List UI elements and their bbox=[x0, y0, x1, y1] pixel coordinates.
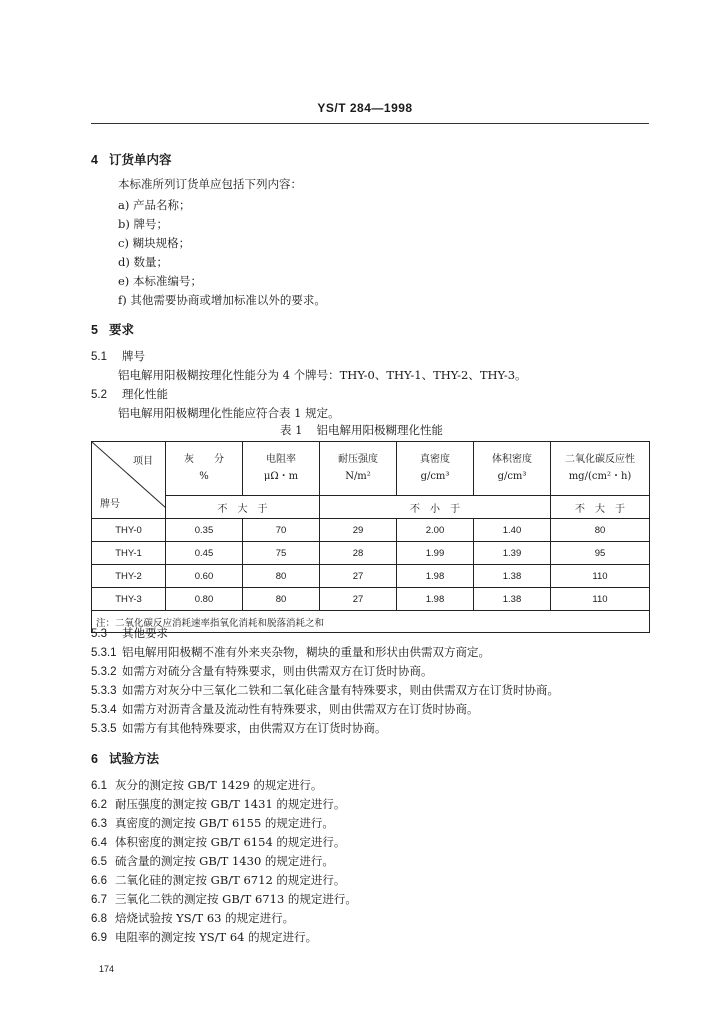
table-cell: 2.00 bbox=[397, 519, 474, 542]
order-item-b: b) 牌号； bbox=[118, 217, 169, 231]
section-5-title: 要求 bbox=[109, 322, 135, 337]
section-4-title: 订货单内容 bbox=[109, 152, 172, 167]
table-cell: 75 bbox=[243, 542, 320, 565]
table-header-row bbox=[92, 442, 650, 496]
section-5-number: 5 bbox=[91, 323, 98, 337]
clause-6-1 bbox=[91, 777, 322, 793]
order-item-c: c) 糊块规格； bbox=[118, 236, 191, 250]
table-cell: 1.39 bbox=[474, 542, 551, 565]
grade-cell: THY-0 bbox=[92, 519, 166, 542]
table-cell: 110 bbox=[551, 588, 650, 611]
table-cell: 80 bbox=[551, 519, 650, 542]
clause-number: 5.3.5 bbox=[91, 723, 117, 735]
unit-label: μΩ・m bbox=[263, 471, 299, 482]
document-code-header: YS/T 284—1998 bbox=[317, 101, 413, 115]
clause-6-8 bbox=[91, 910, 294, 926]
clause-text: 如需方对沥青含量及流动性有特殊要求，则由供需双方在订货时协商。 bbox=[122, 702, 479, 716]
clause-text: 真密度的测定按 GB/T 6155 的规定进行。 bbox=[115, 816, 334, 830]
table-cell: 1.98 bbox=[397, 588, 474, 611]
clause-text: 如需方对硫分含量有特殊要求，则由供需双方在订货时协商。 bbox=[122, 664, 433, 678]
clause-text: 电阻率的测定按 YS/T 64 的规定进行。 bbox=[115, 930, 318, 944]
clause-title: 理化性能 bbox=[122, 387, 168, 401]
table-1-caption bbox=[280, 422, 443, 438]
clause-text: 如需方对灰分中三氧化二铁和二氧化硅含量有特殊要求，则由供需双方在订货时协商。 bbox=[122, 683, 559, 697]
clause-number: 6.5 bbox=[91, 856, 107, 868]
clause-5-1-text: 铝电解用阳极糊按理化性能分为 4 个牌号：THY-0、THY-1、THY-2、THY-3。 bbox=[118, 368, 527, 382]
clause-6-3 bbox=[91, 815, 334, 831]
column-header-co2-reactivity: 二氧化碳反应性 mg/(cm²・h) bbox=[551, 442, 650, 496]
clause-text: 体积密度的测定按 GB/T 6154 的规定进行。 bbox=[115, 835, 346, 849]
table-row bbox=[92, 588, 650, 611]
table-1-title: 铝电解用阳极糊理化性能 bbox=[316, 423, 443, 437]
section-6-title: 试验方法 bbox=[109, 751, 160, 766]
order-item-a: a) 产品名称； bbox=[118, 198, 191, 212]
clause-number: 6.4 bbox=[91, 837, 107, 849]
table-1-label: 表 1 bbox=[280, 423, 303, 437]
clause-number: 6.9 bbox=[91, 932, 107, 944]
column-header-resistivity: 电阻率 μΩ・m bbox=[243, 442, 320, 496]
clause-5-3-5 bbox=[91, 720, 387, 736]
clause-6-6 bbox=[91, 872, 345, 888]
limit-min: 不 小 于 bbox=[320, 496, 551, 519]
order-item-f: f) 其他需要协商或增加标准以外的要求。 bbox=[118, 293, 326, 307]
unit-label: % bbox=[199, 471, 209, 482]
column-header-compressive-strength: 耐压强度 N/m² bbox=[320, 442, 397, 496]
clause-number: 6.1 bbox=[91, 780, 107, 792]
clause-5-3-heading bbox=[91, 625, 168, 641]
table-cell: 0.35 bbox=[166, 519, 243, 542]
clause-number: 5.3.4 bbox=[91, 704, 117, 716]
table-row bbox=[92, 565, 650, 588]
table-cell: 27 bbox=[320, 565, 397, 588]
table-cell: 1.98 bbox=[397, 565, 474, 588]
grade-cell: THY-3 bbox=[92, 588, 166, 611]
clause-5-2-heading bbox=[91, 386, 168, 402]
table-cell: 28 bbox=[320, 542, 397, 565]
table-row bbox=[92, 519, 650, 542]
order-item-d: d) 数量； bbox=[118, 255, 169, 269]
table-cell: 1.38 bbox=[474, 565, 551, 588]
clause-number: 5.3 bbox=[91, 628, 107, 640]
clause-number: 5.3.1 bbox=[91, 647, 117, 659]
diag-label-item: 项目 bbox=[133, 456, 153, 467]
table-cell: 110 bbox=[551, 565, 650, 588]
table-cell: 1.99 bbox=[397, 542, 474, 565]
clause-title: 牌号 bbox=[122, 349, 145, 363]
section-4-heading bbox=[91, 150, 172, 168]
clause-6-5 bbox=[91, 853, 334, 869]
table-cell: 70 bbox=[243, 519, 320, 542]
table-cell: 95 bbox=[551, 542, 650, 565]
table-row bbox=[92, 542, 650, 565]
limit-max-1: 不 大 于 bbox=[166, 496, 320, 519]
table-cell: 27 bbox=[320, 588, 397, 611]
clause-6-7 bbox=[91, 891, 357, 907]
clause-title: 其他要求 bbox=[122, 626, 168, 640]
clause-5-3-2 bbox=[91, 663, 433, 679]
clause-6-9 bbox=[91, 929, 317, 945]
clause-5-3-3 bbox=[91, 682, 559, 698]
clause-number: 6.8 bbox=[91, 913, 107, 925]
table-note-row bbox=[92, 611, 650, 633]
clause-text: 灰分的测定按 GB/T 1429 的规定进行。 bbox=[115, 778, 323, 792]
limit-max-2: 不 大 于 bbox=[551, 496, 650, 519]
table-cell: 80 bbox=[243, 588, 320, 611]
table-cell: 1.38 bbox=[474, 588, 551, 611]
header-divider bbox=[91, 123, 649, 124]
table-cell: 0.80 bbox=[166, 588, 243, 611]
unit-label: g/cm³ bbox=[497, 471, 527, 482]
column-header-bulk-density: 体积密度 g/cm³ bbox=[474, 442, 551, 496]
table-cell: 0.60 bbox=[166, 565, 243, 588]
table-note: 注：二氧化碳反应消耗速率指氧化消耗和脱落消耗之和 bbox=[92, 611, 650, 633]
clause-number: 5.3.3 bbox=[91, 685, 117, 697]
clause-6-4 bbox=[91, 834, 345, 850]
section-5-heading bbox=[91, 320, 134, 338]
limit-row bbox=[92, 496, 650, 519]
unit-label: N/m² bbox=[345, 471, 371, 482]
table-cell: 29 bbox=[320, 519, 397, 542]
table-cell: 80 bbox=[243, 565, 320, 588]
clause-text: 焙烧试验按 YS/T 63 的规定进行。 bbox=[115, 911, 295, 925]
clause-5-2-text: 铝电解用阳极糊理化性能应符合表 1 规定。 bbox=[118, 406, 340, 420]
clause-5-3-1 bbox=[91, 644, 490, 660]
section-4-intro: 本标准所列订货单应包括下列内容： bbox=[118, 177, 302, 191]
table-cell: 1.40 bbox=[474, 519, 551, 542]
clause-number: 6.7 bbox=[91, 894, 107, 906]
clause-number: 5.2 bbox=[91, 389, 107, 401]
diag-label-grade: 牌号 bbox=[100, 499, 120, 510]
clause-number: 6.3 bbox=[91, 818, 107, 830]
clause-text: 三氧化二铁的测定按 GB/T 6713 的规定进行。 bbox=[115, 892, 357, 906]
clause-number: 6.2 bbox=[91, 799, 107, 811]
properties-table bbox=[91, 441, 650, 633]
clause-text: 如需方有其他特殊要求，由供需双方在订货时协商。 bbox=[122, 721, 387, 735]
column-header-ash: 灰 分 % bbox=[166, 442, 243, 496]
section-4-number: 4 bbox=[91, 153, 98, 167]
clause-6-2 bbox=[91, 796, 345, 812]
grade-cell: THY-2 bbox=[92, 565, 166, 588]
clause-number: 5.1 bbox=[91, 351, 107, 363]
grade-cell: THY-1 bbox=[92, 542, 166, 565]
page-number: 174 bbox=[99, 964, 115, 974]
table-cell: 0.45 bbox=[166, 542, 243, 565]
diagonal-header-cell bbox=[92, 442, 166, 519]
clause-text: 硫含量的测定按 GB/T 1430 的规定进行。 bbox=[115, 854, 334, 868]
clause-text: 铝电解用阳极糊不准有外来夹杂物，糊块的重量和形状由供需双方商定。 bbox=[122, 645, 490, 659]
section-6-number: 6 bbox=[91, 752, 98, 766]
section-6-heading bbox=[91, 749, 159, 767]
column-header-true-density: 真密度 g/cm³ bbox=[397, 442, 474, 496]
clause-number: 5.3.2 bbox=[91, 666, 117, 678]
order-item-e: e) 本标准编号； bbox=[118, 274, 202, 288]
clause-number: 6.6 bbox=[91, 875, 107, 887]
clause-5-1-heading bbox=[91, 348, 145, 364]
clause-text: 耐压强度的测定按 GB/T 1431 的规定进行。 bbox=[115, 797, 346, 811]
clause-text: 二氧化硅的测定按 GB/T 6712 的规定进行。 bbox=[115, 873, 346, 887]
unit-label: g/cm³ bbox=[420, 471, 450, 482]
unit-label: mg/(cm²・h) bbox=[568, 471, 632, 482]
clause-5-3-4 bbox=[91, 701, 479, 717]
